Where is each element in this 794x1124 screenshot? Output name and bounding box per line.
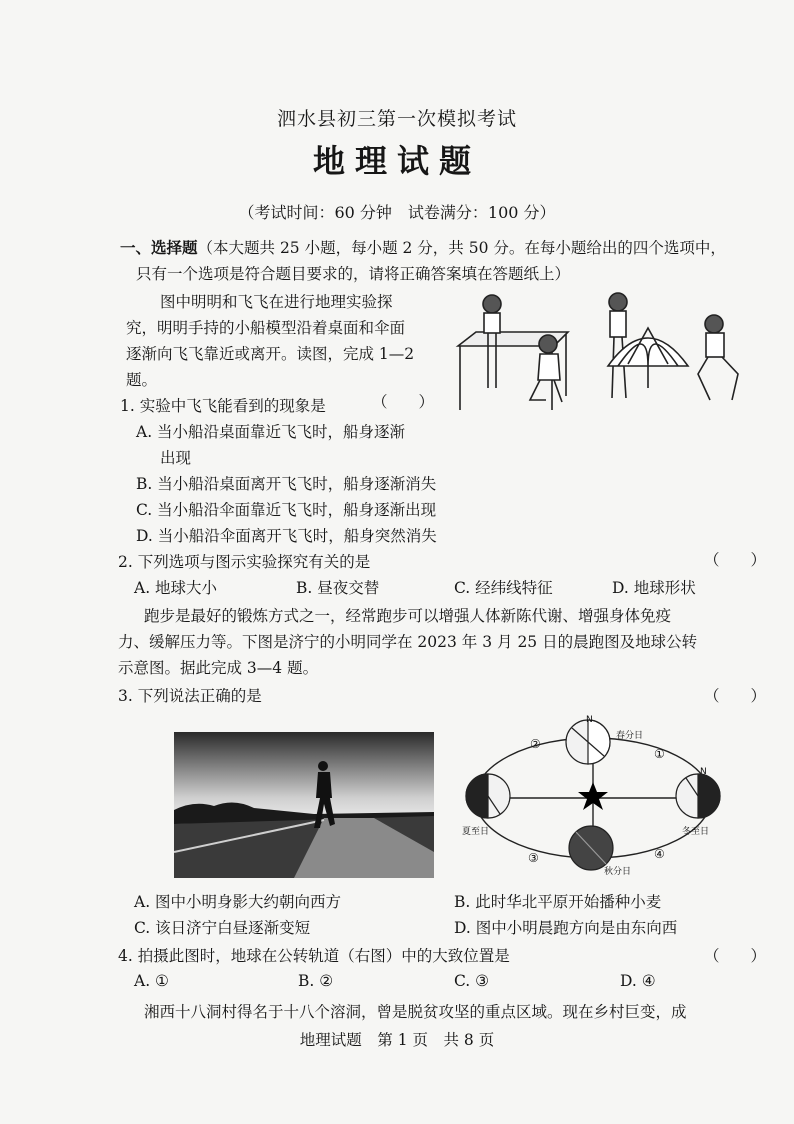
earth-summer <box>466 774 510 818</box>
q1-option-c: C. 当小船沿伞面靠近飞飞时，船身逐渐出现 <box>136 501 437 519</box>
label-position-2: ② <box>530 737 541 751</box>
q3-option-d: D. 图中小明晨跑方向是由东向西 <box>454 919 678 937</box>
earth-autumn <box>569 826 613 870</box>
q4-option-a: A. ① <box>134 972 169 990</box>
q1-stem: 1. 实验中飞飞能看到的现象是 <box>120 397 326 415</box>
earth-winter <box>676 774 720 818</box>
label-winter-solstice: 冬至日 <box>682 827 710 837</box>
label-autumn-equinox: 秋分日 <box>604 867 632 877</box>
section-heading <box>120 236 726 258</box>
label-spring-equinox: 春分日 <box>616 731 644 741</box>
label-position-4: ④ <box>654 847 665 861</box>
q2-option-a: A. 地球大小 <box>134 579 218 597</box>
passage2-line2: 力、缓解压力等。下图是济宁的小明同学在 2023 年 3 月 25 日的晨跑图及地球公转 <box>118 633 698 651</box>
passage1-line4: 题。 <box>126 371 158 389</box>
q1-option-d: D. 当小船沿伞面离开飞飞时，船身突然消失 <box>136 527 437 545</box>
label-position-3: ③ <box>528 851 539 865</box>
q4-option-c: C. ③ <box>454 972 490 990</box>
q4-stem: 4. 拍摄此图时，地球在公转轨道（右图）中的大致位置是 <box>118 947 510 965</box>
earth-orbit-diagram <box>458 712 728 884</box>
page-footer: 地理试题 第 1 页 共 8 页 <box>299 1031 495 1049</box>
page-title: 地理试题 <box>312 142 481 180</box>
experiment-illustration <box>448 288 758 418</box>
q3-option-b: B. 此时华北平原开始播种小麦 <box>454 893 662 911</box>
morning-run-photo <box>174 732 434 878</box>
label-position-1: ① <box>654 747 665 761</box>
q4-option-b: B. ② <box>298 972 334 990</box>
q3-stem: 3. 下列说法正确的是 <box>118 687 262 705</box>
q2-option-c: C. 经纬线特征 <box>454 579 553 597</box>
passage1-line3: 逐渐向飞飞靠近或离开。读图，完成 1—2 <box>126 345 415 363</box>
q1-option-a: A. 当小船沿桌面靠近飞飞时，船身逐渐 <box>136 423 406 441</box>
q2-option-b: B. 昼夜交替 <box>296 579 380 597</box>
q3-option-c: C. 该日济宁白昼逐渐变短 <box>134 919 311 937</box>
q3-answer-paren: （ ） <box>704 687 767 705</box>
q4-option-d: D. ④ <box>620 972 656 990</box>
section-label: 一、选择题 <box>120 238 198 257</box>
label-n-spring: N <box>586 715 593 725</box>
passage1-line2: 究，明明手持的小船模型沿着桌面和伞面 <box>126 319 406 337</box>
exam-subtitle: 泗水县初三第一次模拟考试 <box>276 108 517 130</box>
q2-option-d: D. 地球形状 <box>612 579 696 597</box>
passage1-line1: 图中明明和飞飞在进行地理实验探 <box>160 293 393 311</box>
q1-option-a-cont: 出现 <box>160 449 192 467</box>
label-summer-solstice: 夏至日 <box>462 827 490 837</box>
q1-option-b: B. 当小船沿桌面离开飞飞时，船身逐渐消失 <box>136 475 437 493</box>
q2-answer-paren: （ ） <box>704 551 767 569</box>
q1-answer-paren: （ ） <box>372 393 435 411</box>
q2-stem: 2. 下列选项与图示实验探究有关的是 <box>118 553 371 571</box>
exam-info: （考试时间：60 分钟 试卷满分：100 分） <box>238 203 556 222</box>
earth-spring <box>566 720 610 764</box>
passage2-line3: 示意图。据此完成 3—4 题。 <box>118 659 319 677</box>
q4-answer-paren: （ ） <box>704 947 767 965</box>
passage3-line1: 湘西十八洞村得名于十八个溶洞，曾是脱贫攻坚的重点区域。现在乡村巨变，成 <box>144 1003 687 1021</box>
label-n-winter: N <box>700 767 707 777</box>
passage2-line1: 跑步是最好的锻炼方式之一，经常跑步可以增强人体新陈代谢、增强身体免疫 <box>144 607 672 625</box>
q3-option-a: A. 图中小明身影大约朝向西方 <box>134 893 342 911</box>
section-instruction-2: 只有一个选项是符合题目要求的，请将正确答案填在答题纸上） <box>136 265 571 283</box>
section-instruction-1: （本大题共 25 小题，每小题 2 分，共 50 分。在每小题给出的四个选项中， <box>197 239 726 257</box>
